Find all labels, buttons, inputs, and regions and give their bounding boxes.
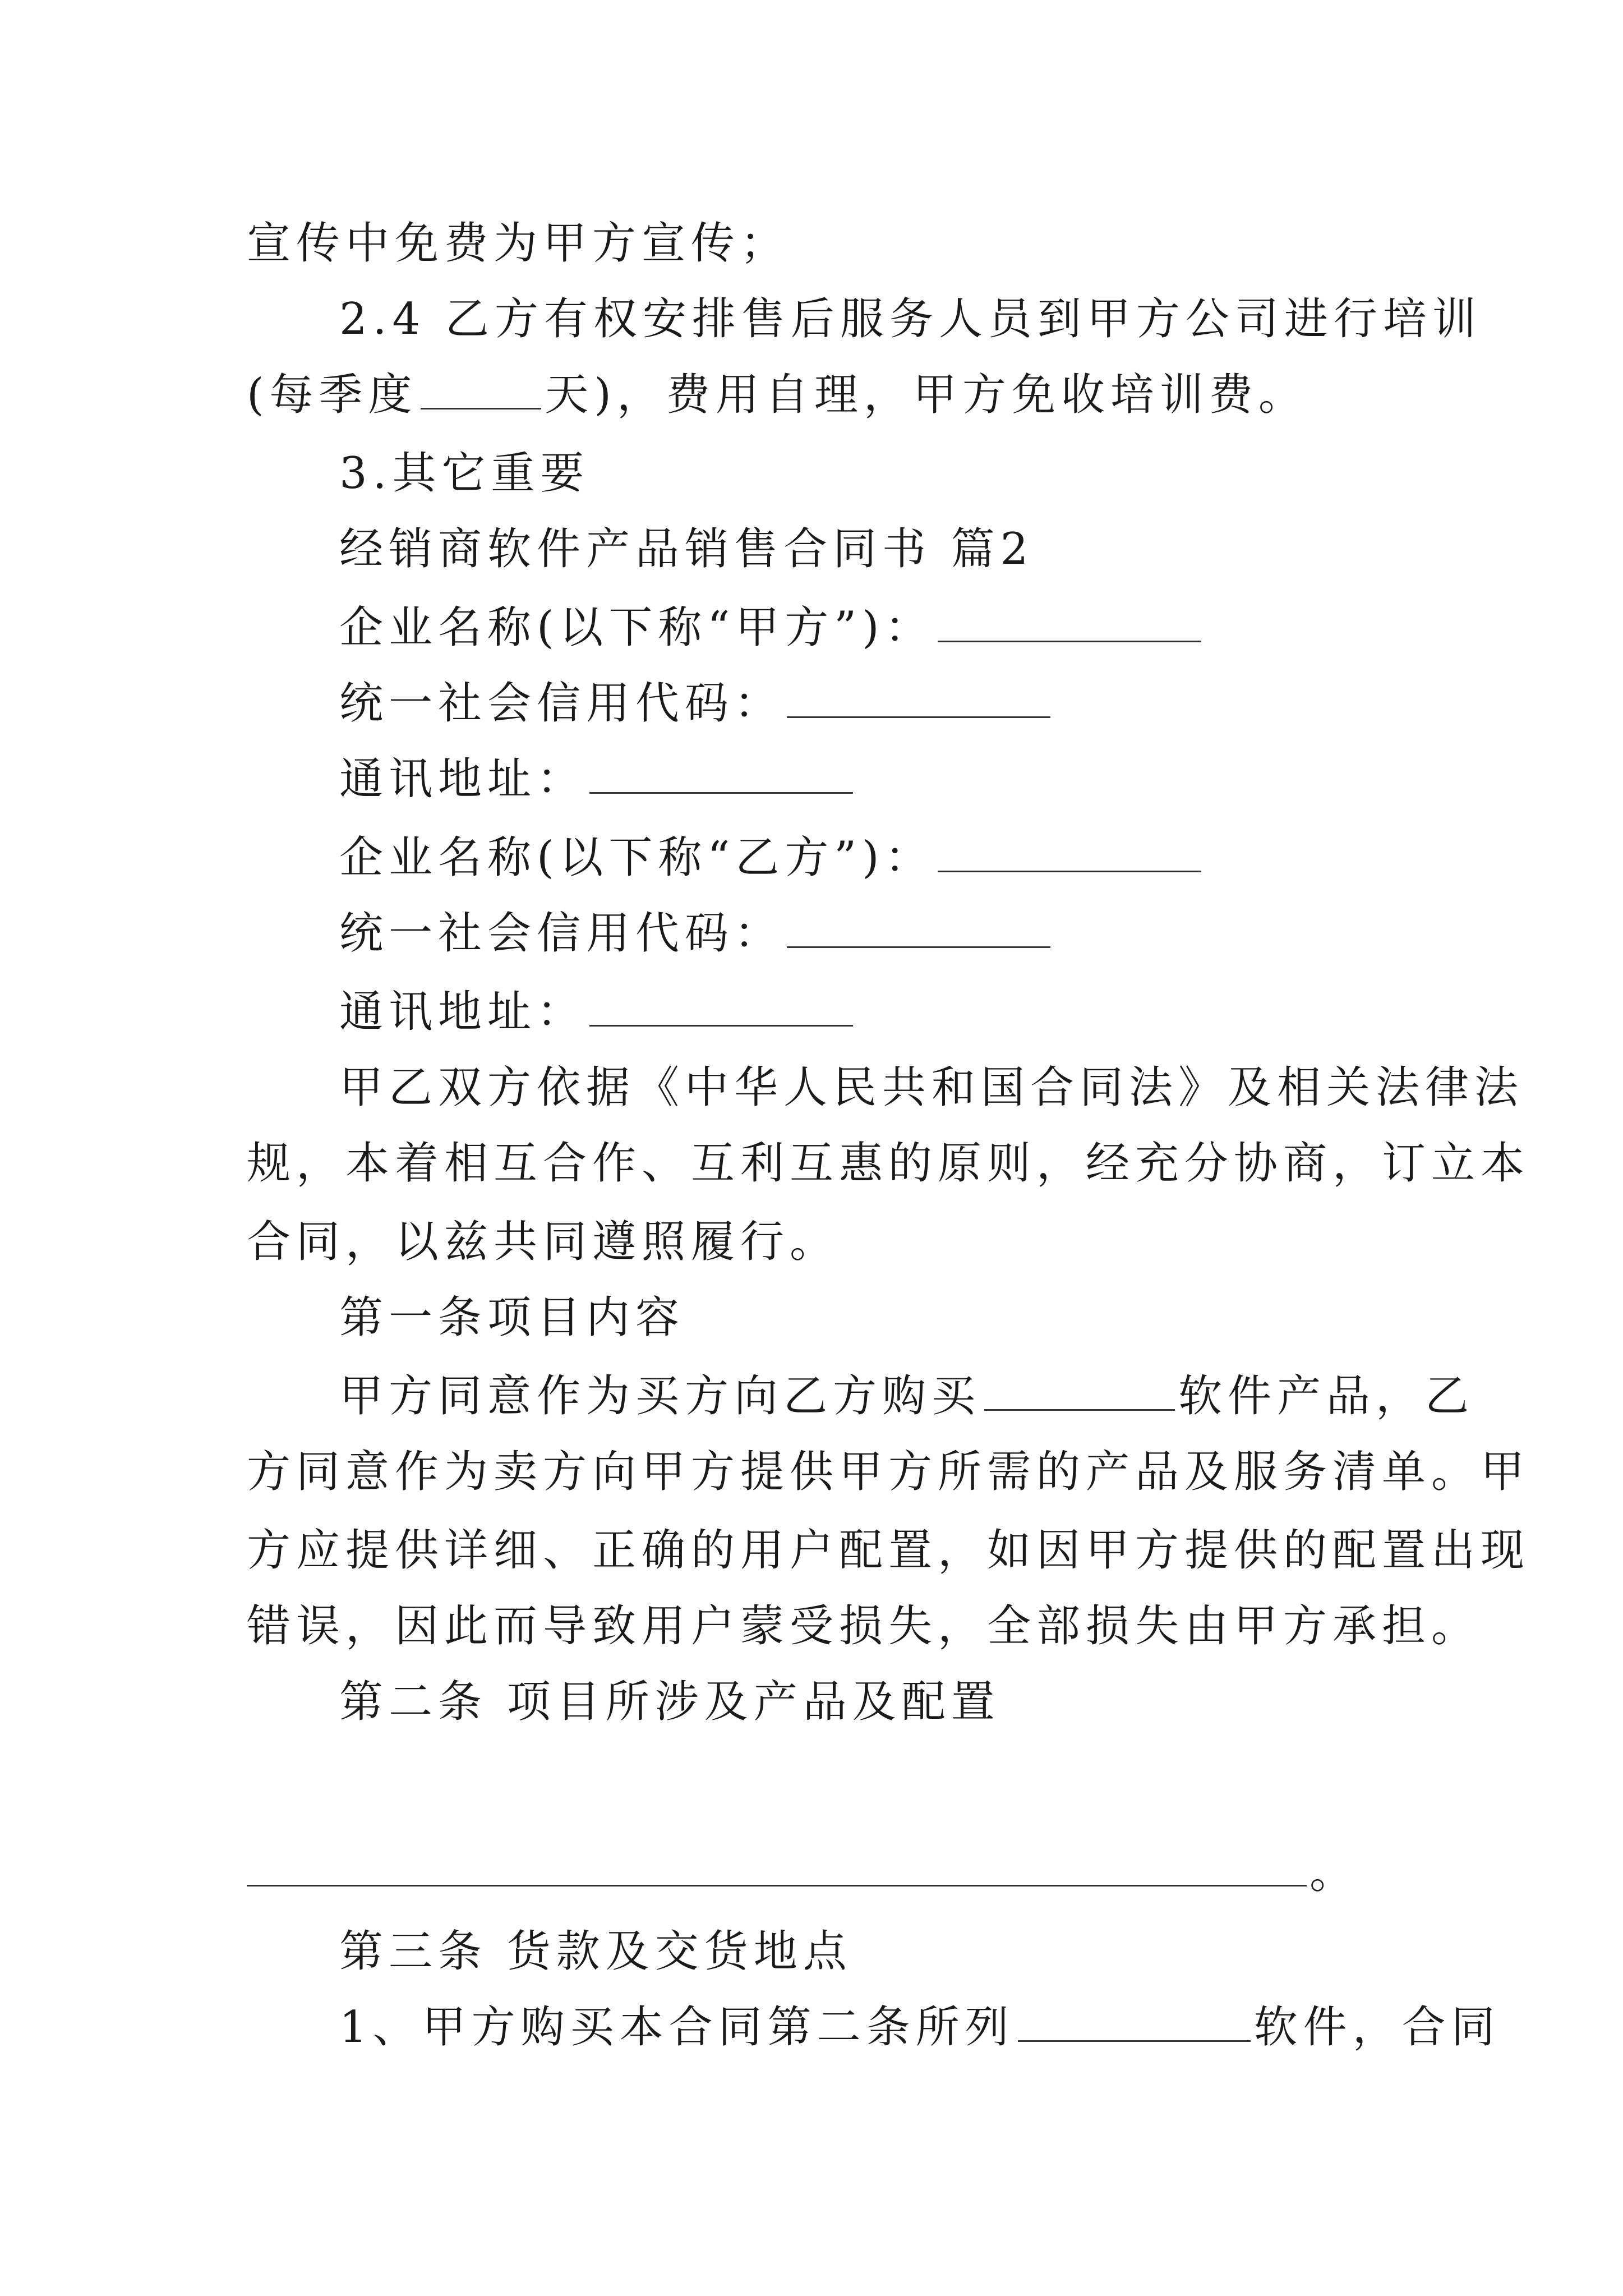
text-line	[247, 370, 1391, 420]
text-line	[339, 294, 1483, 344]
heading-text: 第二条 项目所涉及产品及配置	[339, 1677, 1000, 1727]
fill-blank	[938, 607, 1201, 642]
fill-blank	[1018, 2007, 1251, 2042]
fill-blank	[589, 991, 853, 1027]
text-line	[247, 1138, 1530, 1189]
form-line	[339, 602, 1483, 653]
line-text: 软件，合同	[1253, 2002, 1501, 2053]
field-label: 企业名称(以下称“乙方”)：	[339, 832, 934, 883]
text-line	[247, 1525, 1530, 1576]
fill-blank	[421, 374, 541, 409]
line-text: (每季度	[247, 370, 418, 420]
text-line	[339, 448, 1483, 499]
fill-blank	[938, 837, 1201, 872]
line-text: 方同意作为卖方向甲方提供甲方所需的产品及服务清单。甲	[247, 1447, 1530, 1497]
form-line	[339, 678, 1483, 729]
form-line	[339, 987, 1483, 1037]
line-text: 甲方同意作为买方向乙方购买	[339, 1371, 981, 1421]
line-text: 合同，以兹共同遵照履行。	[247, 1217, 840, 1267]
line-text: 软件产品，乙	[1178, 1371, 1475, 1421]
field-label: 统一社会信用代码：	[339, 908, 784, 959]
line-text: 3.其它重要	[339, 448, 590, 499]
line-text: 宣传中免费为甲方宣传；	[247, 218, 790, 269]
line-text: 规，本着相互合作、互利互惠的原则，经充分协商，订立本	[247, 1138, 1530, 1189]
line-text: 1、甲方购买本合同第二条所列	[339, 2002, 1015, 2053]
line-text: 甲乙双方依据《中华人民共和国合同法》及相关法律法	[339, 1062, 1524, 1113]
text-line	[339, 1371, 1483, 1421]
field-label: 通讯地址：	[339, 754, 587, 804]
text-line	[247, 218, 1391, 269]
line-text: 2.4 乙方有权安排售后服务人员到甲方公司进行培训	[339, 294, 1482, 344]
field-label: 通讯地址：	[339, 987, 587, 1037]
text-line	[247, 1601, 1481, 1651]
section-heading	[339, 1926, 1483, 1977]
fill-blank-long	[247, 1885, 1307, 1887]
field-label: 统一社会信用代码：	[339, 678, 784, 729]
line-text: 错误，因此而导致用户蒙受损失，全部损失由甲方承担。	[247, 1601, 1481, 1651]
field-label: 企业名称(以下称“甲方”)：	[339, 602, 934, 653]
line-text: 天)，费用自理，甲方免收培训费。	[545, 370, 1308, 420]
section-heading	[339, 1292, 1483, 1343]
section-heading	[339, 1677, 1483, 1727]
form-line	[339, 754, 1483, 804]
heading-text: 第一条项目内容	[339, 1292, 685, 1343]
section-heading	[339, 524, 1483, 574]
form-line	[339, 908, 1483, 959]
line-text: 方应提供详细、正确的用户配置，如因甲方提供的配置出现	[247, 1525, 1530, 1576]
text-line	[247, 1447, 1530, 1497]
heading-text: 第三条 货款及交货地点	[339, 1926, 852, 1977]
line-end-mark: 。	[1310, 1848, 1354, 1898]
text-line	[247, 1217, 1391, 1267]
fill-blank	[787, 683, 1050, 718]
text-line	[339, 1062, 1524, 1113]
fill-blank	[589, 758, 853, 794]
fill-blank	[787, 913, 1050, 948]
heading-text: 经销商软件产品销售合同书 篇2	[339, 524, 1034, 574]
text-line	[339, 2002, 1501, 2053]
form-line	[339, 832, 1483, 883]
fill-blank	[984, 1375, 1175, 1411]
